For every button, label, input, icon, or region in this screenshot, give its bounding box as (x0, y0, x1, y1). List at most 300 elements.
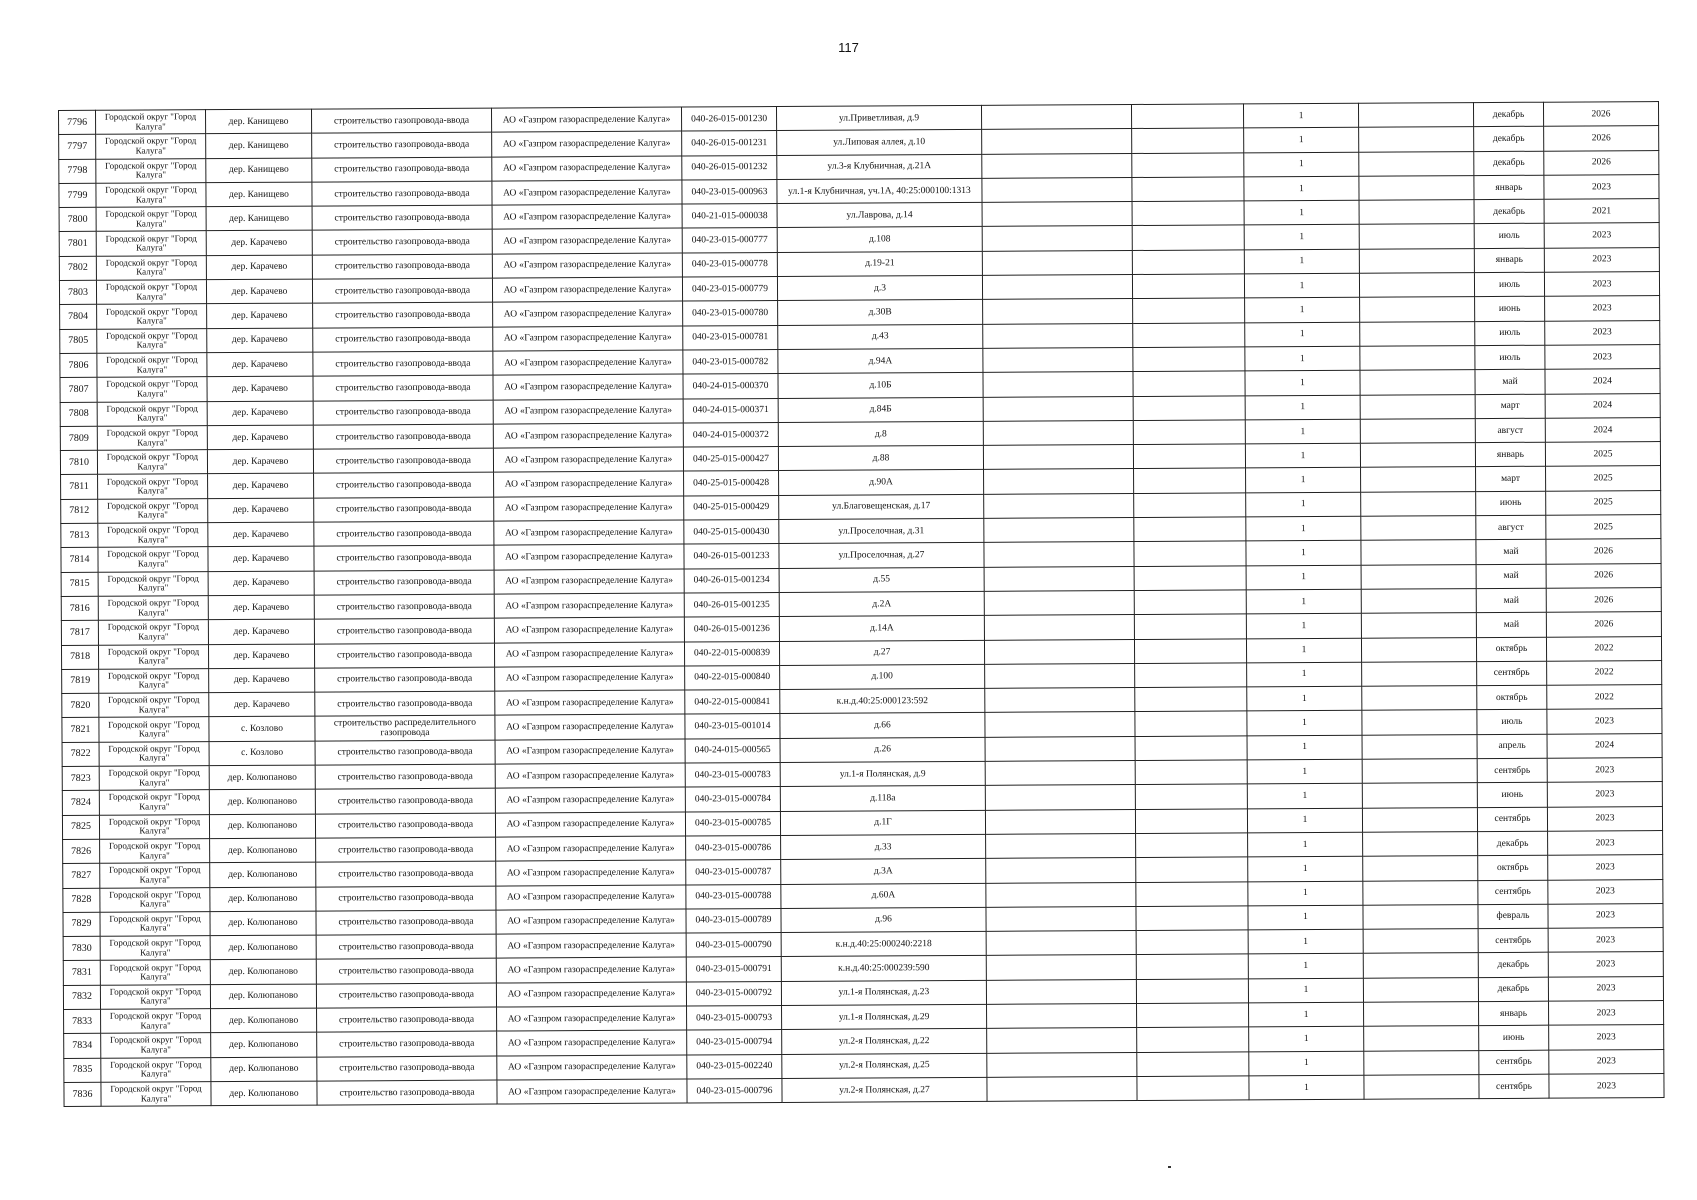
empty-cell (1133, 395, 1245, 420)
month-cell: июль (1474, 224, 1544, 249)
organization-cell: АО «Газпром газораспределение Калуга» (492, 229, 682, 254)
organization-cell: АО «Газпром газораспределение Калуга» (494, 642, 684, 667)
year-cell: 2026 (1544, 126, 1659, 151)
year-cell: 2021 (1544, 199, 1659, 224)
organization-cell: АО «Газпром газораспределение Калуга» (494, 520, 684, 545)
empty-cell (1133, 444, 1245, 469)
settlement-cell: дер. Колюпаново (210, 935, 316, 960)
month-cell: апрель (1477, 734, 1547, 759)
empty-cell (986, 833, 1136, 858)
empty-cell (1362, 710, 1477, 735)
object-code-cell: 040-24-015-000372 (683, 422, 778, 447)
organization-cell: АО «Газпром газораспределение Калуга» (497, 1055, 687, 1080)
count-cell: 1 (1248, 954, 1363, 979)
row-number-cell: 7824 (62, 791, 99, 816)
empty-cell (1134, 614, 1246, 639)
address-cell: д.96 (781, 907, 986, 932)
settlement-cell: дер. Карачево (207, 425, 313, 450)
empty-cell (1135, 663, 1247, 688)
settlement-cell: дер. Колюпаново (211, 1081, 317, 1106)
empty-cell (1364, 1074, 1479, 1099)
gas-plan-sheet (58, 101, 1664, 1107)
row-number-cell: 7821 (62, 718, 99, 743)
month-cell: июнь (1476, 491, 1546, 516)
work-type-cell: строительство газопровода-ввода (315, 691, 495, 716)
municipality-cell: Городской округ "Город Калуга" (96, 207, 206, 232)
address-cell: ул.Проселочная, д.27 (779, 543, 984, 568)
count-cell: 1 (1246, 468, 1361, 493)
organization-cell: АО «Газпром газораспределение Калуга» (493, 326, 683, 351)
organization-cell: АО «Газпром газораспределение Калуга» (493, 374, 683, 399)
month-cell: сентябрь (1477, 807, 1547, 832)
work-type-cell: строительство газопровода-ввода (316, 861, 496, 886)
work-type-cell: строительство газопровода-ввода (311, 108, 491, 133)
address-cell: д.8 (778, 421, 983, 446)
month-cell: сентябрь (1477, 758, 1547, 783)
work-type-cell: строительство газопровода-ввода (316, 983, 496, 1008)
row-number-cell: 7818 (61, 645, 98, 670)
municipality-cell: Городской округ "Город Калуга" (97, 353, 207, 378)
work-type-cell: строительство газопровода-ввода (314, 521, 494, 546)
work-type-cell: строительство газопровода-ввода (313, 400, 493, 425)
empty-cell (1363, 929, 1478, 954)
month-cell: декабрь (1478, 953, 1548, 978)
object-code-cell: 040-25-015-000428 (684, 471, 779, 496)
work-type-cell: строительство газопровода-ввода (316, 837, 496, 862)
month-cell: сентябрь (1479, 1050, 1549, 1075)
year-cell: 2023 (1548, 976, 1663, 1001)
settlement-cell: дер. Карачево (208, 522, 314, 547)
empty-cell (1133, 371, 1245, 396)
object-code-cell: 040-22-015-000839 (684, 641, 779, 666)
organization-cell: АО «Газпром газораспределение Калуга» (493, 399, 683, 424)
year-cell: 2024 (1547, 733, 1662, 758)
settlement-cell: с. Козлово (209, 741, 315, 766)
empty-cell (981, 105, 1131, 130)
organization-cell: АО «Газпром газораспределение Калуга» (493, 447, 683, 472)
settlement-cell: дер. Карачево (208, 595, 314, 620)
address-cell: ул.Липовая аллея, д.10 (777, 130, 982, 155)
month-cell: октябрь (1477, 685, 1547, 710)
empty-cell (986, 906, 1136, 931)
empty-cell (1363, 831, 1478, 856)
object-code-cell: 040-23-015-000779 (682, 277, 777, 302)
empty-cell (1136, 930, 1248, 955)
object-code-cell: 040-23-015-000788 (686, 884, 781, 909)
empty-cell (982, 202, 1132, 227)
year-cell: 2023 (1548, 952, 1663, 977)
work-type-cell: строительство газопровода-ввода (317, 1080, 497, 1105)
object-code-cell: 040-26-015-001235 (684, 592, 779, 617)
empty-cell (983, 347, 1133, 372)
year-cell: 2023 (1547, 758, 1662, 783)
year-cell: 2025 (1546, 466, 1661, 491)
empty-cell (1137, 1051, 1249, 1076)
empty-cell (983, 323, 1133, 348)
organization-cell: АО «Газпром газораспределение Калуга» (495, 690, 685, 715)
settlement-cell: дер. Канищево (206, 133, 312, 158)
organization-cell: АО «Газпром газораспределение Калуга» (494, 569, 684, 594)
row-number-cell: 7802 (59, 256, 96, 281)
empty-cell (1132, 128, 1244, 153)
object-code-cell: 040-23-015-000791 (686, 957, 781, 982)
organization-cell: АО «Газпром газораспределение Калуга» (492, 277, 682, 302)
municipality-cell: Городской округ "Город Калуга" (99, 741, 209, 766)
empty-cell (987, 1052, 1137, 1077)
empty-cell (1132, 177, 1244, 202)
object-code-cell: 040-23-015-000786 (686, 835, 781, 860)
organization-cell: АО «Газпром газораспределение Калуга» (492, 156, 682, 181)
month-cell: декабрь (1478, 977, 1548, 1002)
work-type-cell: строительство газопровода-ввода (313, 448, 493, 473)
count-cell: 1 (1245, 370, 1360, 395)
empty-cell (1364, 1050, 1479, 1075)
empty-cell (982, 177, 1132, 202)
empty-cell (982, 129, 1132, 154)
empty-cell (986, 882, 1136, 907)
empty-cell (984, 493, 1134, 518)
settlement-cell: дер. Канищево (206, 182, 312, 207)
empty-cell (1134, 590, 1246, 615)
address-cell: д.27 (779, 640, 984, 665)
object-code-cell: 040-26-015-001230 (681, 106, 776, 131)
month-cell: сентябрь (1478, 880, 1548, 905)
municipality-cell: Городской округ "Город Калуга" (98, 498, 208, 523)
organization-cell: АО «Газпром газораспределение Калуга» (492, 180, 682, 205)
year-cell: 2022 (1546, 636, 1661, 661)
empty-cell (983, 445, 1133, 470)
settlement-cell: дер. Карачево (207, 352, 313, 377)
work-type-cell: строительство газопровода-ввода (314, 643, 494, 668)
year-cell: 2023 (1549, 1073, 1664, 1098)
work-type-cell: строительство газопровода-ввода (315, 764, 495, 789)
work-type-cell: строительство газопровода-ввода (314, 497, 494, 522)
organization-cell: АО «Газпром газораспределение Калуга» (493, 423, 683, 448)
year-cell: 2025 (1546, 515, 1661, 540)
municipality-cell: Городской округ "Город Калуга" (99, 766, 209, 791)
month-cell: сентябрь (1479, 1074, 1549, 1099)
address-cell: д.3 (777, 275, 982, 300)
address-cell: д.55 (779, 567, 984, 592)
settlement-cell: дер. Карачево (207, 303, 313, 328)
count-cell: 1 (1245, 298, 1360, 323)
row-number-cell: 7828 (63, 888, 100, 913)
row-number-cell: 7825 (62, 815, 99, 840)
empty-cell (1359, 151, 1474, 176)
empty-cell (1358, 103, 1473, 128)
row-number-cell: 7831 (63, 961, 100, 986)
empty-cell (1361, 637, 1476, 662)
work-type-cell: строительство газопровода-ввода (315, 740, 495, 765)
municipality-cell: Городской округ "Город Калуга" (96, 280, 206, 305)
month-cell: сентябрь (1478, 928, 1548, 953)
address-cell: д.60А (781, 883, 986, 908)
empty-cell (983, 372, 1133, 397)
count-cell: 1 (1245, 395, 1360, 420)
month-cell: июнь (1477, 783, 1547, 808)
municipality-cell: Городской округ "Город Калуга" (97, 377, 207, 402)
empty-cell (1133, 347, 1245, 372)
organization-cell: АО «Газпром газораспределение Калуга» (495, 714, 685, 739)
row-number-cell: 7799 (59, 183, 96, 208)
work-type-cell: строительство газопровода-ввода (317, 1031, 497, 1056)
object-code-cell: 040-23-015-000782 (683, 349, 778, 374)
work-type-cell: строительство газопровода-ввода (312, 278, 492, 303)
settlement-cell: дер. Карачево (208, 619, 314, 644)
year-cell: 2023 (1547, 806, 1662, 831)
municipality-cell: Городской округ "Город Калуга" (97, 426, 207, 451)
settlement-cell: дер. Колюпаново (210, 911, 316, 936)
municipality-cell: Городской округ "Город Калуга" (97, 328, 207, 353)
object-code-cell: 040-23-015-000783 (685, 762, 780, 787)
object-code-cell: 040-23-015-000793 (687, 1005, 782, 1030)
empty-cell (985, 688, 1135, 713)
month-cell: август (1476, 515, 1546, 540)
organization-cell: АО «Газпром газораспределение Калуга» (492, 253, 682, 278)
month-cell: январь (1479, 1001, 1549, 1026)
empty-cell (1360, 346, 1475, 371)
month-cell: март (1476, 467, 1546, 492)
empty-cell (1136, 954, 1248, 979)
object-code-cell: 040-26-015-001231 (682, 131, 777, 156)
municipality-cell: Городской округ "Город Калуга" (98, 644, 208, 669)
address-cell: д.100 (780, 664, 985, 689)
empty-cell (984, 590, 1134, 615)
municipality-cell: Городской округ "Город Калуга" (96, 183, 206, 208)
empty-cell (1132, 250, 1244, 275)
work-type-cell: строительство распределительного газопровода (315, 715, 495, 740)
address-cell: д.1Г (780, 810, 985, 835)
settlement-cell: с. Козлово (209, 716, 315, 741)
settlement-cell: дер. Карачево (207, 328, 313, 353)
count-cell: 1 (1248, 929, 1363, 954)
work-type-cell: строительство газопровода-ввода (312, 181, 492, 206)
empty-cell (1134, 468, 1246, 493)
empty-cell (1363, 904, 1478, 929)
municipality-cell: Городской округ "Город Калуга" (100, 984, 210, 1009)
row-number-cell: 7811 (61, 475, 98, 500)
municipality-cell: Городской округ "Город Калуга" (96, 231, 206, 256)
empty-cell (1361, 564, 1476, 589)
organization-cell: АО «Газпром газораспределение Калуга» (494, 471, 684, 496)
row-number-cell: 7830 (63, 936, 100, 961)
settlement-cell: дер. Колюпаново (209, 789, 315, 814)
empty-cell (1363, 856, 1478, 881)
row-number-cell: 7820 (62, 693, 99, 718)
municipality-cell: Городской округ "Город Калуга" (100, 911, 210, 936)
object-code-cell: 040-21-015-000038 (682, 204, 777, 229)
object-code-cell: 040-25-015-000427 (683, 447, 778, 472)
work-type-cell: строительство газопровода-ввода (313, 302, 493, 327)
month-cell: июнь (1475, 297, 1545, 322)
address-cell: д.118а (780, 786, 985, 811)
work-type-cell: строительство газопровода-ввода (316, 958, 496, 983)
empty-cell (1135, 687, 1247, 712)
empty-cell (1362, 734, 1477, 759)
count-cell: 1 (1248, 856, 1363, 881)
month-cell: сентябрь (1477, 661, 1547, 686)
empty-cell (1361, 467, 1476, 492)
empty-cell (1135, 736, 1247, 761)
empty-cell (984, 566, 1134, 591)
table-body (59, 102, 1665, 1107)
empty-cell (1362, 783, 1477, 808)
object-code-cell: 040-24-015-000565 (685, 738, 780, 763)
row-number-cell: 7835 (64, 1058, 101, 1083)
month-cell: февраль (1478, 904, 1548, 929)
month-cell: июль (1477, 710, 1547, 735)
month-cell: июль (1475, 345, 1545, 370)
year-cell: 2023 (1545, 345, 1660, 370)
work-type-cell: строительство газопровода-ввода (315, 667, 495, 692)
row-number-cell: 7817 (61, 621, 98, 646)
settlement-cell: дер. Карачево (207, 401, 313, 426)
count-cell: 1 (1245, 443, 1360, 468)
year-cell: 2023 (1544, 223, 1659, 248)
address-cell: к.н.д.40:25:000240:2218 (781, 931, 986, 956)
count-cell: 1 (1248, 978, 1363, 1003)
object-code-cell: 040-26-015-001232 (682, 155, 777, 180)
work-type-cell: строительство газопровода-ввода (314, 570, 494, 595)
empty-cell (1132, 201, 1244, 226)
year-cell: 2026 (1546, 612, 1661, 637)
municipality-cell: Городской округ "Город Калуга" (97, 450, 207, 475)
empty-cell (1363, 977, 1478, 1002)
row-number-cell: 7800 (59, 207, 96, 232)
row-number-cell: 7822 (62, 742, 99, 767)
municipality-cell: Городской округ "Город Калуга" (96, 158, 206, 183)
object-code-cell: 040-22-015-000840 (685, 665, 780, 690)
year-cell: 2024 (1545, 369, 1660, 394)
row-number-cell: 7834 (64, 1034, 101, 1059)
settlement-cell: дер. Карачево (206, 231, 312, 256)
settlement-cell: дер. Карачево (207, 449, 313, 474)
address-cell: д.66 (780, 713, 985, 738)
work-type-cell: строительство газопровода-ввода (316, 934, 496, 959)
municipality-cell: Городской округ "Город Калуга" (98, 523, 208, 548)
municipality-cell: Городской округ "Город Калуга" (99, 790, 209, 815)
organization-cell: АО «Газпром газораспределение Калуга» (496, 957, 686, 982)
object-code-cell: 040-23-015-002240 (687, 1054, 782, 1079)
municipality-cell: Городской округ "Город Калуга" (101, 1057, 211, 1082)
year-cell: 2023 (1544, 272, 1659, 297)
empty-cell (1360, 297, 1475, 322)
row-number-cell: 7806 (60, 353, 97, 378)
address-cell: к.н.д.40:25:000123:592 (780, 688, 985, 713)
count-cell: 1 (1245, 322, 1360, 347)
organization-cell: АО «Газпром газораспределение Калуга» (494, 617, 684, 642)
empty-cell (1360, 443, 1475, 468)
municipality-cell: Городской округ "Город Калуга" (100, 936, 210, 961)
empty-cell (1362, 686, 1477, 711)
month-cell: март (1475, 394, 1545, 419)
organization-cell: АО «Газпром газораспределение Калуга» (497, 1030, 687, 1055)
count-cell: 1 (1247, 808, 1362, 833)
address-cell: д.94А (778, 348, 983, 373)
empty-cell (1360, 394, 1475, 419)
empty-cell (1134, 541, 1246, 566)
count-cell: 1 (1244, 152, 1359, 177)
work-type-cell: строительство газопровода-ввода (312, 230, 492, 255)
row-number-cell: 7812 (61, 499, 98, 524)
address-cell: ул.2-я Полянская, д.27 (782, 1077, 987, 1102)
year-cell: 2023 (1549, 1001, 1664, 1026)
address-cell: д.14А (779, 616, 984, 641)
month-cell: декабрь (1478, 831, 1548, 856)
address-cell: д.43 (778, 324, 983, 349)
empty-cell (1134, 493, 1246, 518)
empty-cell (984, 469, 1134, 494)
empty-cell (986, 858, 1136, 883)
row-number-cell: 7805 (60, 329, 97, 354)
address-cell: д.19-21 (777, 251, 982, 276)
address-cell: ул.Лаврова, д.14 (777, 203, 982, 228)
settlement-cell: дер. Карачево (206, 279, 312, 304)
work-type-cell: строительство газопровода-ввода (316, 910, 496, 935)
empty-cell (1363, 953, 1478, 978)
empty-cell (1135, 711, 1247, 736)
settlement-cell: дер. Колюпаново (211, 1057, 317, 1082)
empty-cell (985, 736, 1135, 761)
empty-cell (984, 639, 1134, 664)
row-number-cell: 7814 (61, 548, 98, 573)
row-number-cell: 7797 (59, 135, 96, 160)
address-cell: к.н.д.40:25:000239:590 (781, 956, 986, 981)
municipality-cell: Городской округ "Город Калуга" (98, 474, 208, 499)
work-type-cell: строительство газопровода-ввода (312, 254, 492, 279)
settlement-cell: дер. Колюпаново (210, 862, 316, 887)
address-cell: д.10Б (778, 373, 983, 398)
empty-cell (1132, 274, 1244, 299)
work-type-cell: строительство газопровода-ввода (315, 788, 495, 813)
organization-cell: АО «Газпром газораспределение Калуга» (496, 885, 686, 910)
empty-cell (984, 615, 1134, 640)
organization-cell: АО «Газпром газораспределение Калуга» (491, 107, 681, 132)
count-cell: 1 (1247, 662, 1362, 687)
row-number-cell: 7813 (61, 523, 98, 548)
month-cell: январь (1474, 175, 1544, 200)
municipality-cell: Городской округ "Город Калуга" (101, 1009, 211, 1034)
count-cell: 1 (1246, 589, 1361, 614)
count-cell: 1 (1247, 784, 1362, 809)
empty-cell (1137, 1027, 1249, 1052)
empty-cell (1134, 517, 1246, 542)
settlement-cell: дер. Колюпаново (211, 1008, 317, 1033)
year-cell: 2026 (1546, 587, 1661, 612)
work-type-cell: строительство газопровода-ввода (314, 473, 494, 498)
count-cell: 1 (1246, 541, 1361, 566)
count-cell: 1 (1248, 832, 1363, 857)
object-code-cell: 040-23-015-000780 (683, 301, 778, 326)
municipality-cell: Городской округ "Город Калуга" (101, 1082, 211, 1107)
municipality-cell: Городской округ "Город Калуга" (100, 863, 210, 888)
empty-cell (1136, 979, 1248, 1004)
settlement-cell: дер. Колюпаново (209, 814, 315, 839)
address-cell: ул.Приветливая, д.9 (776, 105, 981, 130)
settlement-cell: дер. Карачево (209, 692, 315, 717)
year-cell: 2023 (1548, 830, 1663, 855)
empty-cell (986, 931, 1136, 956)
settlement-cell: дер. Канищево (206, 158, 312, 183)
row-number-cell: 7807 (60, 378, 97, 403)
month-cell: декабрь (1474, 151, 1544, 176)
empty-cell (984, 518, 1134, 543)
empty-cell (1362, 661, 1477, 686)
organization-cell: АО «Газпром газораспределение Калуга» (495, 739, 685, 764)
month-cell: июль (1475, 321, 1545, 346)
count-cell: 1 (1244, 200, 1359, 225)
organization-cell: АО «Газпром газораспределение Калуга» (496, 836, 686, 861)
